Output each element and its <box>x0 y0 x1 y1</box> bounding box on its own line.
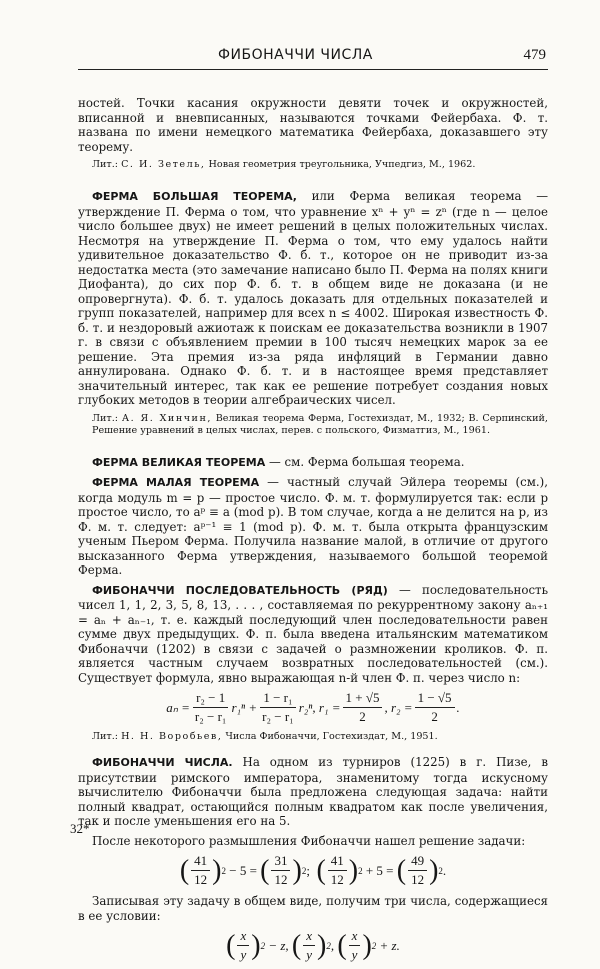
running-header-title: ФИБОНАЧЧИ ЧИСЛА <box>218 47 373 63</box>
header-rule <box>78 69 548 70</box>
solution-intro: После некоторого размышления Фибоначчи нашел решение задачи: <box>92 833 526 848</box>
entry-term: ФИБОНАЧЧИ ПОСЛЕДОВАТЕЛЬНОСТЬ (РЯД) <box>92 583 388 597</box>
formula-binet: aₙ = $\frac{\text{r₂ − 1}}{\text{r₂ − r₁}}$ r₁ⁿ + $\frac{\text{1 − r₁}}{\text{r₂ − r₁}}$ r₂ⁿ, r₁ = $\frac{1 + √5}{2}$ , r₂ = $\frac{1 - √5}{2}$ . <box>166 690 460 724</box>
entry-ferma-big: ФЕРМА БОЛЬШАЯ ТЕОРЕМА, или Ферма великая теорема — утверждение П. Ферма о том, что уравнение xⁿ + yⁿ = zⁿ (где n — целое число большее двух) не имеет решений в целых положительных числах. Несмотря на утверждение П. Ферма о том, что ему удалось найти удивительное доказательство Ф. б. т., которое он не приводит из-за недостатка места (это замечание написано было П. Ферма на полях книги Диофанта), до сих пор Ф. б. т. в общем виде не доказана (и не опровергнута). Ф. б. т. удалось доказать для отдельных показателей и групп показателей, например для всех n ≤ 4002. Широкая известность Ф. б. т. и нездоровый ажиотаж к поискам ее доказательства возникли в 1907 г. в связи с объявлением премии в 100 тысяч немецких марок за ее решение. Эта премия из-за ряда инфляций в Германии давно аннулирована. Однако Ф. б. т. и в настоящее время представляет значительный интерес, так как ее решение потребует создания новых глубоких методов в теории алгебраических чисел. <box>78 189 549 407</box>
entry-term: ФИБОНАЧЧИ ЧИСЛА. <box>92 756 233 769</box>
entry-ferma-great: ФЕРМА ВЕЛИКАЯ ТЕОРЕМА — см. Ферма большая теорема. <box>92 454 465 469</box>
signature-mark: 32* <box>70 821 90 836</box>
entry-fibonacci-numbers: ФИБОНАЧЧИ ЧИСЛА. На одном из турниров (1225) в г. Пизе, в присутствии римского императора, знаменитому тогда искусному вычислителю Фибоначчи была предложена следующая задача: найти полный квадрат, остающийся полным квадратом как после увеличения, так и после уменьшения его на 5. <box>78 755 549 828</box>
literature-note: Лит.: С. И. Зетель, Новая геометрия треугольника, Учпедгиз, М., 1962. <box>92 159 476 170</box>
page-body <box>78 96 548 969</box>
entry-term: ФЕРМА БОЛЬШАЯ ТЕОРЕМА, <box>92 190 297 203</box>
formula-fibonacci-solution: ( $\frac{41}{12}$ ) 2 − 5 = ( $\frac{31}{12}$ ) 2 ; ( $\frac{41}{12}$ ) 2 + 5 = ( $\frac{49}{12}$ ) 2 . <box>179 853 447 887</box>
entry-fibonacci-sequence: ФИБОНАЧЧИ ПОСЛЕДОВАТЕЛЬНОСТЬ (РЯД) — последовательность чисел 1, 1, 2, 3, 5, 8, 13, . . . , составляемая по рекуррентному закону aₙ₊₁ = aₙ + aₙ₋₁, т. е. каждый последующий член последовательности равен сумме двух предыдущих. Ф. п. была введена итальянским математиком Фибоначчи (1202) в связи с задачей о размножении кроликов. Ф. п. является частным случаем возвратных последовательностей (см.). Существует формула, явно выражающая n-й член Ф. п. через число n: <box>78 582 548 685</box>
formula-general-form: ( $\frac{x}{y}$ ) 2 − z, ( $\frac{x}{y}$ ) 2 , ( $\frac{x}{y}$ ) 2 + z. <box>226 928 400 962</box>
entry-term: ФЕРМА МАЛАЯ ТЕОРЕМА <box>92 476 260 489</box>
entry-ferma-small: ФЕРМА МАЛАЯ ТЕОРЕМА — частный случай Эйлера теоремы (см.), когда модуль m = p — простое число. Ф. м. т. формулируется так: если p простое число, то aᵖ ≡ a (mod p). В том случае, когда a не делится на p, из Ф. м. т. следует: aᵖ⁻¹ ≡ 1 (mod p). Ф. м. т. была открыта французским ученым Пьером Ферма. Получила название малой, в отличие от другого высказанного Ферма утверждения, называемого большой теоремой Ферма. <box>78 475 549 577</box>
literature-note: Лит.: Н. Н. Воробьев, Числа Фибоначчи, Гостехиздат, М., 1951. <box>92 731 438 742</box>
literature-note: Лит.: А. Я. Хинчин, Великая теорема Ферма, Гостехиздат, М., 1932; В. Серпинский, Решение уравнений в целых числах, перев. с польского, Физматгиз, М., 1961. <box>92 412 548 436</box>
entry-term: ФЕРМА ВЕЛИКАЯ ТЕОРЕМА <box>92 455 266 469</box>
general-form-text: Записывая эту задачу в общем виде, получим три числа, содержащиеся в ее условии: <box>78 894 548 923</box>
continued-paragraph: ностей. Точки касания окружности девяти точек и окружностей, вписанной и вневписанных, называются точками Фейербаха. Ф. т. названа по имени немецкого математика Фейербаха, доказавшего эту теорему. <box>78 96 548 154</box>
page-number: 479 <box>523 47 546 63</box>
